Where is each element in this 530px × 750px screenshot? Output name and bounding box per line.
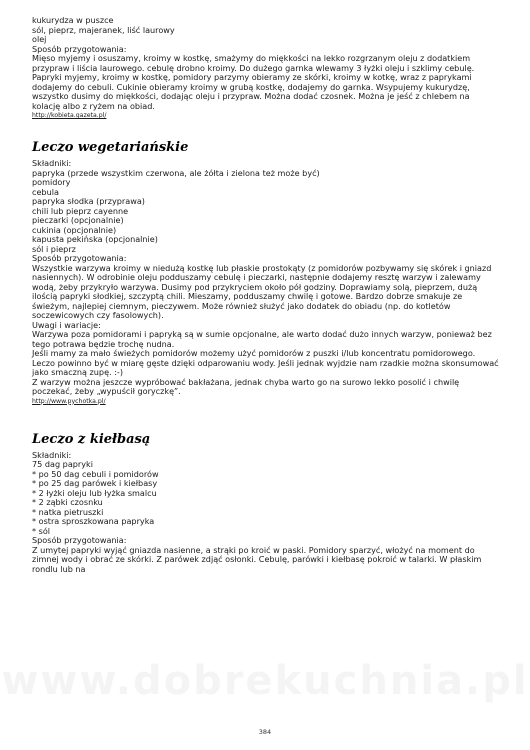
ingredient-line: * po 50 dag cebuli i pomidorów <box>32 468 159 479</box>
note-text: Warzywa poza pomidorami i papryką są w sumie opcjonalne, ale warto dodać dużo innych warzyw, ponieważ bez tego potrawa będzie trochę nudna. <box>32 329 492 349</box>
ingredient-line: cukinia (opcjonalnie) <box>32 224 117 235</box>
method-label: Sposób przygotowania: <box>32 535 127 545</box>
ingredient-line: * ostra sproszkowana papryka <box>32 516 155 526</box>
method-label: Sposób przygotowania: <box>32 253 127 263</box>
method-text: Mięso myjemy i osuszamy, kroimy w kostkę, smażymy do miękkości na lekko rozgrzanym oleju z dodatkiem przypraw i liścia laurowego. cebulę drobno kroimy. Do dużego garnka wlewamy 3 łyżki oleju i szklimy cebulę. Papryki myjemy, kroimy w kostkę, pomidory parzymy obieramy ze skórki, kroimy w kotkę, wraz z paprykami dodajemy do cebuli. Cukinie obieramy kroimy w grubą kostkę, dodajemy do garnka. Wsypujemy kukurydzę, wszystko dusimy do miękkości, dodając oleju i przypraw. Można dodać czosnek. Można je jeść z chlebem na kolację albo z ryżem na obiad. <box>32 53 475 111</box>
note-text: Leczo powinno być w miarę gęste dzięki odparowaniu wody. Jeśli jednak wyjdzie nam rzadkie można skonsumować jako smaczną zupę. :-) <box>32 357 499 377</box>
ingredient-line: * sól <box>32 525 51 536</box>
ingredient-line: * 2 łyżki oleju lub łyżka smalcu <box>32 487 157 498</box>
ingredient-line: sól, pieprz, majeranek, liść laurowy <box>32 24 175 35</box>
recipe-title: Leczo z kiełbasą <box>32 431 151 447</box>
ingredient-line: * 2 ząbki czosnku <box>32 497 103 507</box>
ingredient-line: * po 25 dag parówek i kiełbasy <box>32 478 158 488</box>
method-label: Sposób przygotowania: <box>32 43 127 54</box>
ingredients-list <box>32 169 500 255</box>
ingredient-line: sól i pieprz <box>32 243 76 254</box>
ingredient-line: pieczarki (opcjonalnie) <box>32 215 124 225</box>
ingredient-line: kukurydza w puszce <box>32 15 114 25</box>
ingredient-line: * natka pietruszki <box>32 506 104 517</box>
ingredient-line: papryka słodka (przyprawa) <box>32 196 145 206</box>
note-text: Z warzyw można jeszcze wypróbować bakłażana, jednak chyba warto go na surowo lekko posolić i chwilę poczekać, żeby „wypuścił goryczkę”. <box>32 376 460 396</box>
method-text: Wszystkie warzywa kroimy w niedużą kostkę lub płaskie prostokąty (z pomidorów pozbywamy się skórek i gniazd nasiennych). W odrobinie oleju podduszamy cebulę i pieczarki, następnie dodajemy resztę warzyw i zalewamy wodą, żeby przykryło warzywa. Dusimy pod przykryciem około pół godziny. Doprawiamy solą, pieprzem, dużą ilością papryki słodkiej, szczyptą chili. Mieszamy, podduszamy chwilę i gotowe. Bardzo dobrze smakuje ze świeżym, najlepiej ciemnym, pieczywem. Może również służyć jako dodatek do obiadu (np. do kotletów soczewicowych czy fasolowych). <box>32 262 492 320</box>
ingredient-line: papryka (przede wszystkim czerwona, ale żółta i zielona też może być) <box>32 167 320 178</box>
ingredient-line: 75 dag papryki <box>32 459 93 469</box>
intro-ingredients <box>32 16 500 45</box>
method-text: Z umytej papryki wyjąć gniazda nasienne, a strąki po kroić w paski. Pomidory sparzyć, włożyć na moment do zimnej wody i obrać ze skórki. Z parówek zdjąć osłonki. Cebulę, parówki i kiełbasę pokroić w talarki. W płaskim rondlu lub na <box>32 544 482 574</box>
ingredient-line: cebula <box>32 186 59 197</box>
page-number: 384 <box>258 728 272 736</box>
note-text: Jeśli mamy za mało świeżych pomidorów możemy użyć pomidorów z puszki i/lub koncentratu pomidorowego. <box>32 348 476 358</box>
source-link[interactable]: http://kobieta.gazeta.pl/ <box>32 112 107 119</box>
source-link[interactable]: http://www.pychotka.pl/ <box>32 397 106 405</box>
ingredient-line: pomidory <box>32 177 71 187</box>
ingredient-line: chili lub pieprz cayenne <box>32 205 129 216</box>
page-content <box>32 16 500 574</box>
ingredient-line: kapusta pekińska (opcjonalnie) <box>32 234 158 244</box>
ingredient-line: olej <box>32 34 47 44</box>
ingredients-label: Składniki: <box>32 158 72 168</box>
watermark: www.dobrekuchnia.pl <box>1 658 529 704</box>
notes-label: Uwagi i wariacje: <box>32 319 101 330</box>
recipe-title: Leczo wegetariańskie <box>32 140 189 155</box>
ingredients-list <box>32 460 500 536</box>
ingredients-label: Składniki: <box>32 449 72 460</box>
